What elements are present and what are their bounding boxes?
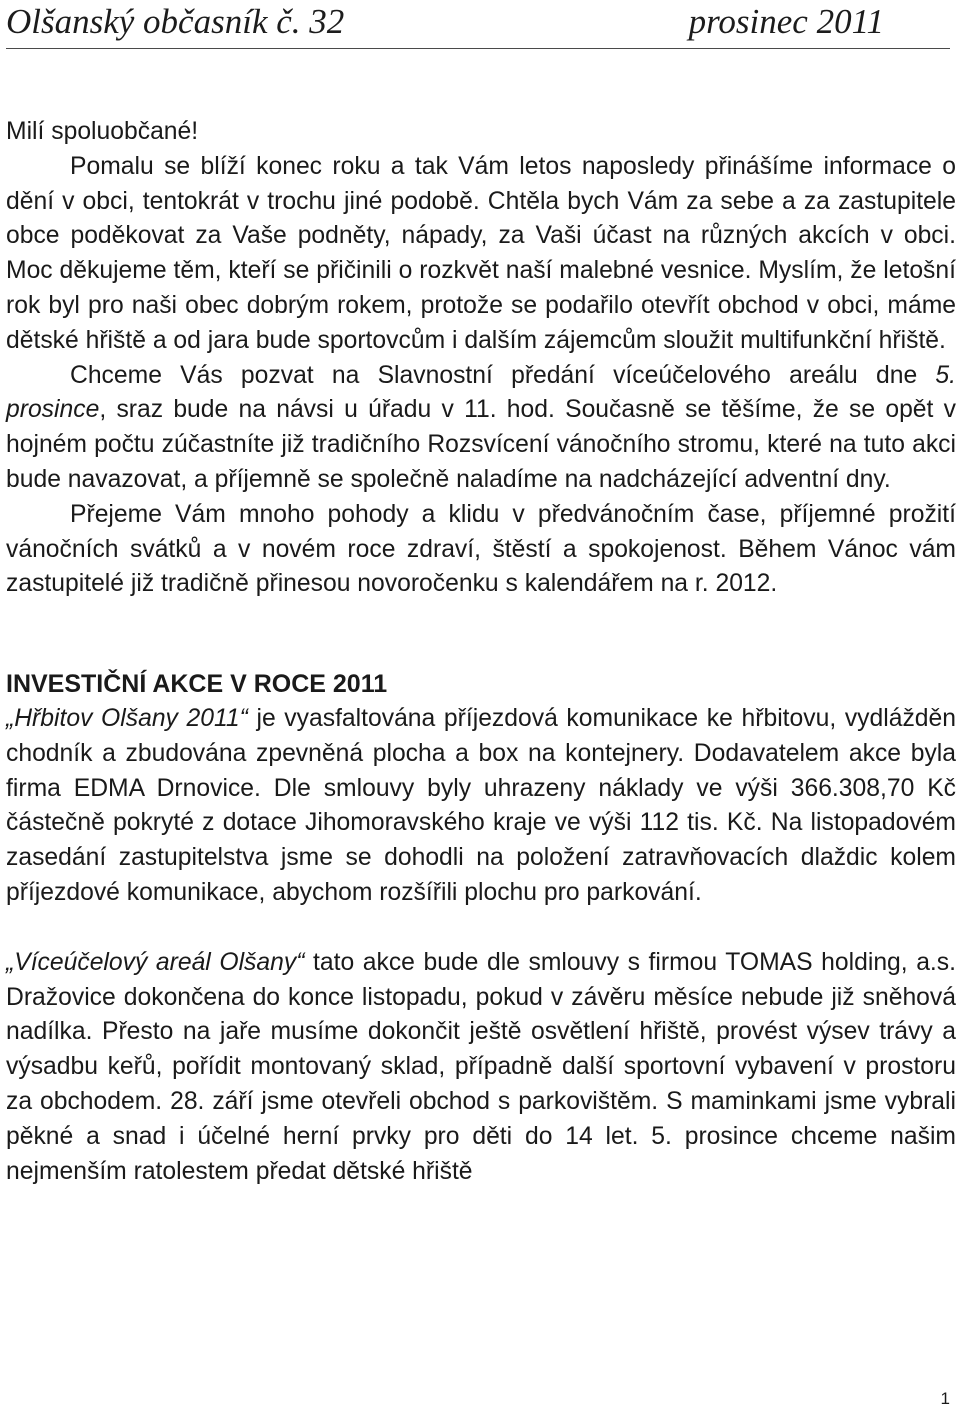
investment-item-cemetery: [6, 702, 956, 911]
intro-paragraph-2: [6, 359, 956, 498]
intro-paragraph-3: Přejeme Vám mnoho pohody a klidu v předvánočním čase, příjemné prožití vánočních svátků a v novém roce zdraví, štěstí a spokojenost. Během Vánoc vám zastupitelé již tradičně přinesou novoročenku s kalendářem na r. 2012.: [6, 500, 956, 598]
investment-item-sports-area: [6, 946, 956, 1190]
event-date: 5. prosince: [6, 361, 956, 424]
newsletter-title: Olšanský občasník č. 32: [6, 2, 345, 41]
invitation-text-rest: , sraz bude na návsi u úřadu v 11. hod. Současně se těšíme, že se opět v hojném počtu zúčastníte již tradičního Rozsvícení vánočního stromu, které na tuto akci bude navazovat, a příjemně se společně naladíme na nadcházející adventní dny.: [6, 396, 956, 493]
section-heading: INVESTIČNÍ AKCE V ROCE 2011: [6, 670, 388, 699]
item-title-sports-area: „Víceúčelový areál Olšany“: [6, 948, 305, 976]
item-text-sports-area: tato akce bude dle smlouvy s firmou TOMAS holding, a.s. Dražovice dokončena do konce listopadu, pokud v závěru měsíce nebude již sněhová nadílka. Přesto na jaře musíme dokončit ještě osvětlení hřiště, provést výsev trávy a výsadbu keřů, pořídit montovaný sklad, případně další sportovní vybavení v prostoru za obchodem. 28. září jsme otevřeli obchod s parkovištěm. S maminkami jsme vybrali pěkné a snad i účelné herní prvky pro děti do 14 let. 5. prosince chceme našim nejmenším ratolestem předat dětské hřiště: [6, 948, 956, 1185]
page-number: 1: [940, 1389, 950, 1408]
greeting: Milí spoluobčané!: [6, 118, 199, 145]
article-body: [6, 115, 956, 1189]
invitation-text: Chceme Vás pozvat na Slavnostní předání víceúčelového areálu dne: [70, 361, 936, 389]
intro-paragraph-1: Pomalu se blíží konec roku a tak Vám letos naposledy přinášíme informace o dění v obci, tentokrát v trochu jiné podobě. Chtěla bych Vám za sebe a za zastupitele obce poděkovat za Vaše podněty, nápady, za Vaši účast na různých akcích v obci. Moc děkujeme těm, kteří se přičinili o rozkvět naší malebné vesnice. Myslím, že letošní rok byl pro naši obec dobrým rokem, protože se podařilo otevřít obchod v obci, máme dětské hřiště a od jara bude sportovcům i dalším zájemcům sloužit multifunkční hřiště.: [6, 152, 956, 354]
issue-date: prosinec 2011: [688, 2, 884, 41]
item-title-cemetery: „Hřbitov Olšany 2011“: [6, 704, 248, 732]
page-header: [6, 0, 950, 49]
item-text-cemetery: je vyasfaltována příjezdová komunikace ke hřbitovu, vydlážděn chodník a zbudována zpevněná plocha a box na kontejnery. Dodavatelem akce byla firma EDMA Drnovice. Dle smlouvy byly uhrazeny náklady ve výši 366.308,70 Kč částečně pokryté z dotace Jihomoravského kraje ve výši 112 tis. Kč. Na listopadovém zasedání zastupitelstva jsme se dohodli na položení zatravňovacích dlaždic kolem příjezdové komunikace, abychom rozšířili plochu pro parkování.: [6, 704, 956, 906]
